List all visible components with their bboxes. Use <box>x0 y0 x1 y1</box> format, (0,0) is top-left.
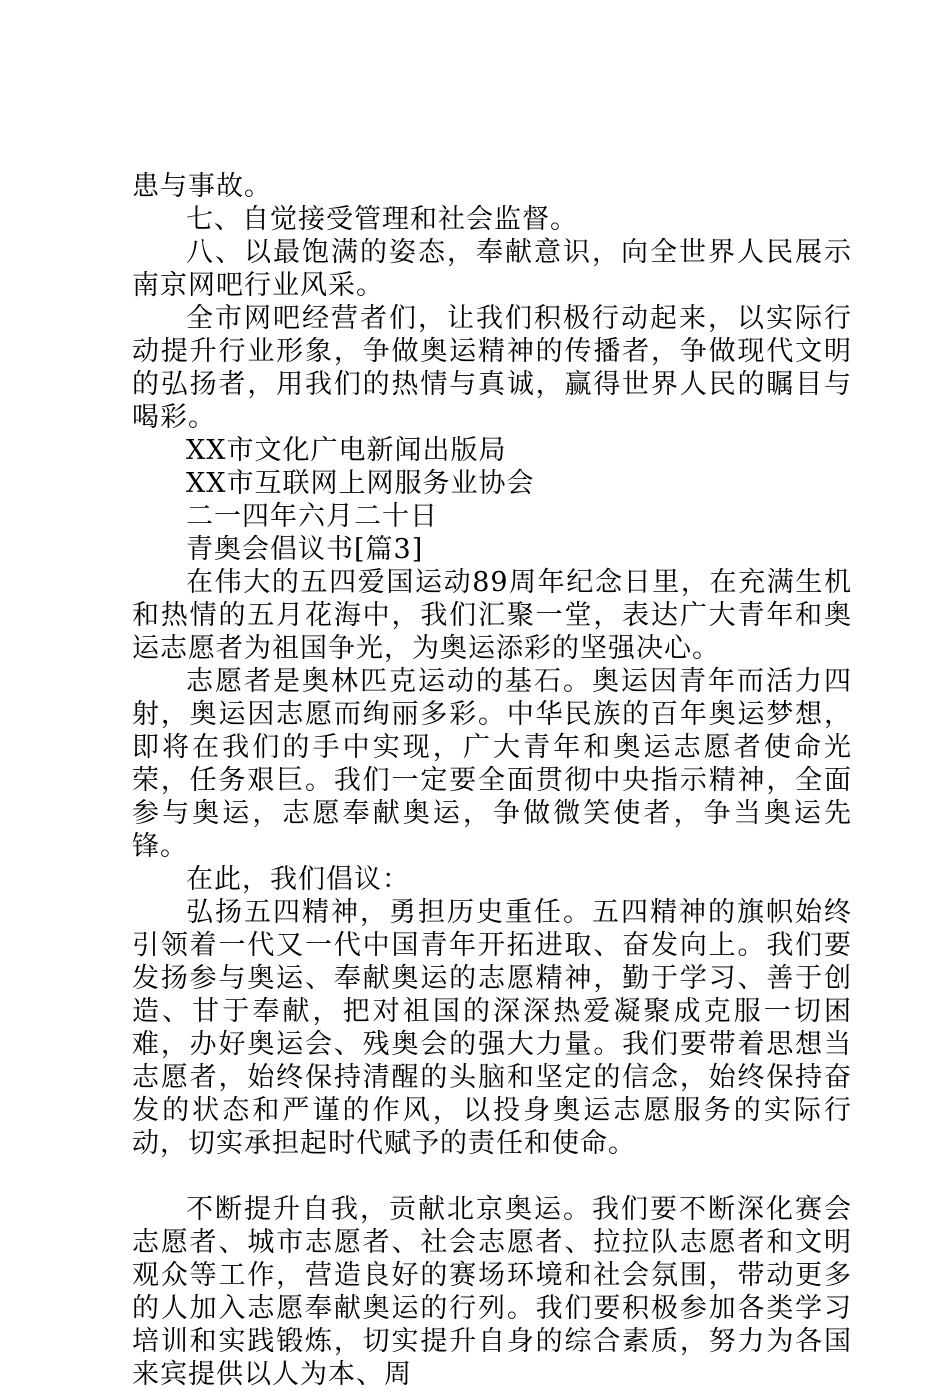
paragraph-0: 患与事故。 <box>132 171 272 202</box>
paragraph-11: 弘扬五四精神，勇担历史重任。五四精神的旗帜始终引领着一代又一代中国青年开拓进取、奋发向上。我们要发扬参与奥运、奉献奥运的志愿精神，勤于学习、善于创造、甘于奉献，把对祖国的深深热爱凝聚成克服一切困难，办好奥运会、残奥会的强大力量。我们要带着思想当志愿者，始终保持清醒的头脑和坚定的信念，始终保持奋发的状态和严谨的作风，以投身奥运志愿服务的实际行动，切实承担起时代赋予的责任和使命。 <box>132 897 852 1159</box>
paragraph-9: 志愿者是奥林匹克运动的基石。奥运因青年而活力四射，奥运因志愿而绚丽多彩。中华民族的百年奥运梦想，即将在我们的手中实现，广大青年和奥运志愿者使命光荣，任务艰巨。我们一定要全面贯彻中央指示精神，全面参与奥运，志愿奉献奥运，争做微笑使者，争当奥运先锋。 <box>132 666 852 862</box>
paragraph-1: 七、自觉接受管理和社会监督。 <box>186 204 578 235</box>
paragraph-3: 全市网吧经营者们，让我们积极行动起来，以实际行动提升行业形象，争做奥运精神的传播者，争做现代文明的弘扬者，用我们的热情与真诚，赢得世界人民的瞩目与喝彩。 <box>132 303 852 433</box>
paragraph-8: 在伟大的五四爱国运动89周年纪念日里，在充满生机和热情的五月花海中，我们汇聚一堂，表达广大青年和奥运志愿者为祖国争光，为奥运添彩的坚强决心。 <box>132 567 852 664</box>
signature-org-2: XX市互联网上网服务业协会 <box>186 468 535 499</box>
paragraph-13: 不断提升自我，贡献北京奥运。我们要不断深化赛会志愿者、城市志愿者、社会志愿者、拉拉队志愿者和文明观众等工作，营造良好的赛场环境和社会氛围，带动更多的人加入志愿奉献奥运的行列。我们要积极参加各类学习培训和实践锻炼，切实提升自身的综合素质，努力为各国来宾提供以人为本、周 <box>132 1194 852 1390</box>
signature-org-1: XX市文化广电新闻出版局 <box>186 435 507 466</box>
document-body <box>132 170 852 1391</box>
signature-date: 二一四年六月二十日 <box>186 501 438 532</box>
paragraph-10: 在此，我们倡议： <box>186 864 410 895</box>
section-title: 青奥会倡议书[篇3] <box>186 534 424 565</box>
paragraph-gap <box>132 1160 852 1193</box>
paragraph-2: 八、以最饱满的姿态，奉献意识，向全世界人民展示南京网吧行业风采。 <box>132 237 852 301</box>
